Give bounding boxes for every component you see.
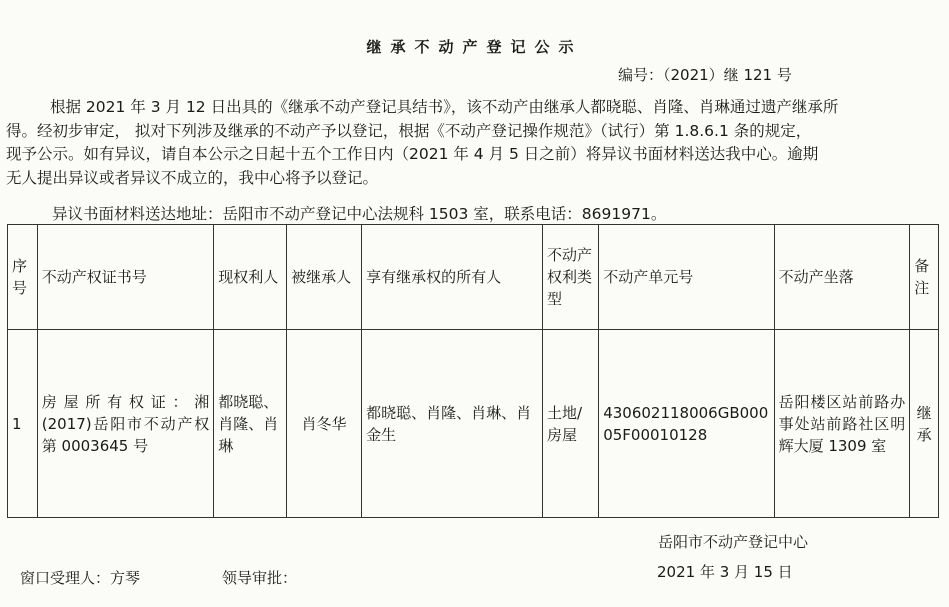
- cell-unit: 430602118006GB00005F00010128: [599, 330, 774, 518]
- cell-type: 土地/房屋: [542, 330, 598, 518]
- cell-owner: 都晓聪、肖隆、肖琳: [214, 330, 287, 518]
- window-receiver: 窗口受理人：方琴: [20, 569, 141, 587]
- cell-seq: 1: [8, 330, 38, 518]
- cell-note: 继承: [910, 330, 939, 518]
- header-heirs: 享有继承权的所有人: [362, 225, 543, 330]
- cell-heirs: 都晓聪、肖隆、肖琳、肖金生: [362, 330, 543, 518]
- cell-cert: 房屋所有权证：湘(2017)岳阳市不动产权第 0003645 号: [37, 330, 213, 518]
- cell-decedent: 肖冬华: [287, 330, 362, 518]
- header-note: 备注: [910, 225, 939, 330]
- paragraph-line: 得。经初步审定， 拟对下列涉及继承的不动产予以登记，根据《不动产登记操作规范》（试行）第 1.8.6.1 条的规定，: [6, 121, 812, 140]
- header-unit: 不动产单元号: [599, 225, 774, 330]
- table-row: [8, 330, 939, 518]
- header-decedent: 被继承人: [287, 225, 362, 330]
- issue-date: 2021 年 3 月 15 日: [657, 563, 793, 581]
- objection-address: 异议书面材料送达地址：岳阳市不动产登记中心法规科 1503 室，联系电话：8691971。: [52, 205, 667, 223]
- cell-location: 岳阳楼区站前路办事处站前路社区明辉大厦 1309 室: [774, 330, 910, 518]
- paragraph-line: 根据 2021 年 3 月 12 日出具的《继承不动产登记具结书》，该不动产由继承人都晓聪、肖隆、肖琳通过遗产继承所: [50, 98, 839, 116]
- header-location: 不动产坐落: [774, 225, 910, 330]
- property-table: [7, 224, 939, 518]
- notice-title: 继承不动产登记公示: [366, 38, 583, 56]
- header-cert: 不动产权证书号: [37, 225, 213, 330]
- header-type: 不动产权利类型: [542, 225, 598, 330]
- paragraph-line: 无人提出异议或者异议不成立的，我中心将予以登记。: [6, 168, 379, 187]
- issuing-organization: 岳阳市不动产登记中心: [658, 533, 809, 551]
- header-owner: 现权利人: [214, 225, 287, 330]
- leader-approval: 领导审批：: [222, 569, 298, 587]
- table-header-row: [8, 225, 939, 330]
- paragraph-line: 现予公示。如有异议，请自本公示之日起十五个工作日内（2021 年 4 月 5 日之前）将异议书面材料送达我中心。逾期: [6, 145, 819, 163]
- reference-number: 编号：（2021）继 121 号: [618, 66, 792, 84]
- header-seq: 序号: [8, 225, 38, 330]
- notice-paragraph: [6, 96, 926, 190]
